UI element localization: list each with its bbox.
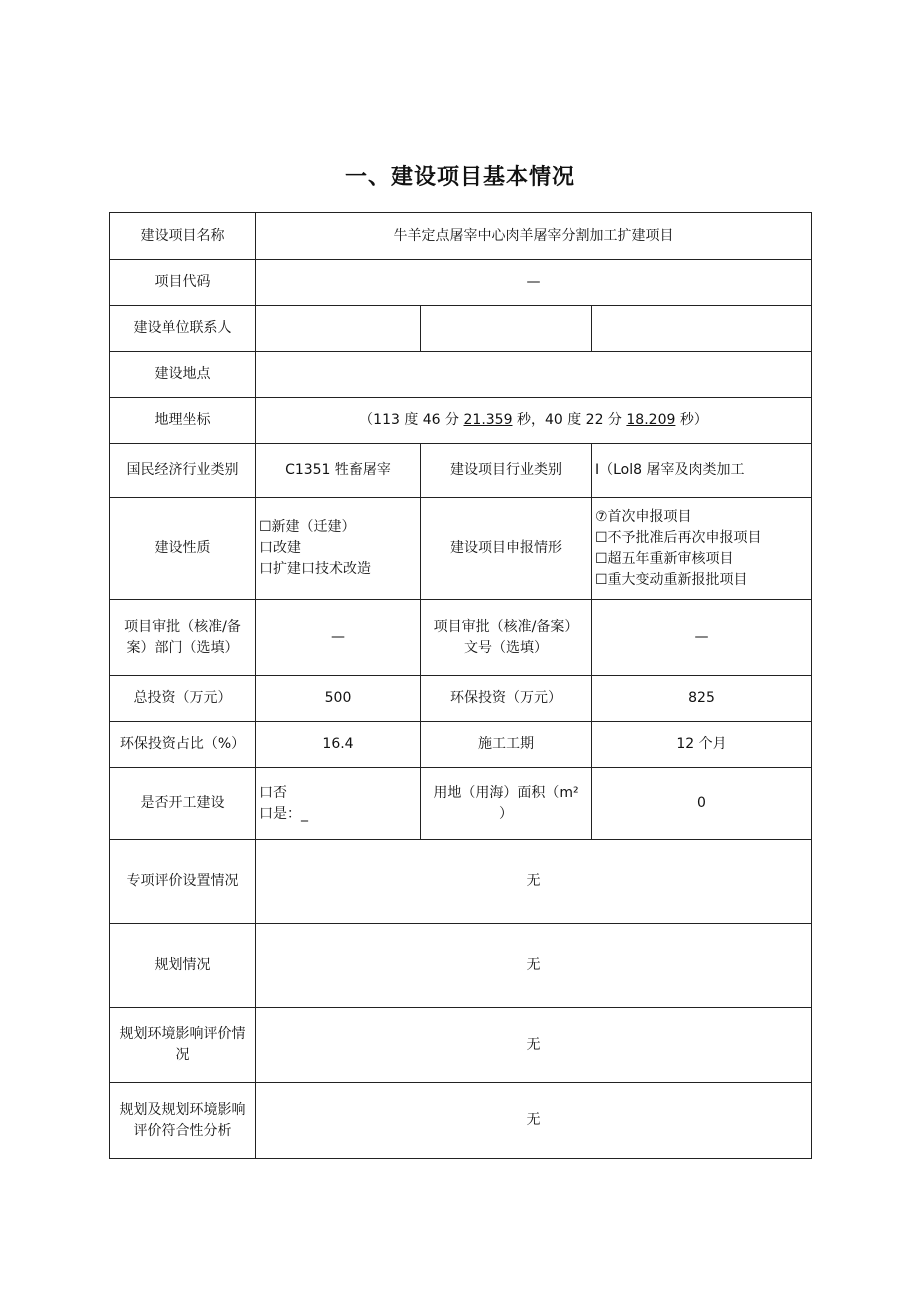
value-contact-phone-label	[421, 306, 592, 352]
label-planning-env-line1: 规划环境影响评价情	[119, 1026, 246, 1042]
row-planning-conformity	[110, 1083, 812, 1159]
label-planning-env	[110, 1008, 256, 1083]
label-project-industry: 建设项目行业类别	[421, 444, 592, 498]
project-info-table	[109, 212, 812, 1159]
value-project-code: —	[256, 260, 812, 306]
label-approval-number-line2: 文号（选填）	[464, 639, 548, 656]
row-project-name	[110, 213, 812, 260]
value-approval-department: —	[256, 600, 421, 676]
label-contact: 建设单位联系人	[110, 306, 256, 352]
value-special-eval: 无	[256, 840, 812, 924]
value-total-investment: 500	[256, 676, 421, 722]
options-construction-nature	[256, 498, 421, 600]
coord-mid: 秒，40 度 22 分	[512, 412, 627, 428]
checkbox-new-build[interactable]: ☐新建（迁建）	[259, 519, 356, 535]
checkbox-rebuild[interactable]: 口改建	[259, 540, 301, 556]
label-land-area-line2: ）	[499, 805, 513, 822]
label-started: 是否开工建设	[110, 768, 256, 840]
options-application-type	[592, 498, 812, 600]
label-planning: 规划情况	[110, 924, 256, 1008]
row-investment	[110, 676, 812, 722]
checkbox-reapply-after-rejection[interactable]: ☐不予批准后再次申报项目	[595, 529, 762, 546]
value-contact-name	[256, 306, 421, 352]
checkbox-not-started[interactable]: 口否	[259, 784, 287, 801]
label-planning-conformity-line1: 规划及规划环境影响	[119, 1101, 246, 1118]
value-national-industry: C1351 牲畜屠宰	[256, 444, 421, 498]
value-env-investment: 825	[592, 676, 812, 722]
coord-seconds-2: 18.209	[626, 412, 676, 428]
value-project-industry: I（Lol8 屠宰及肉类加工	[592, 444, 812, 498]
label-special-eval: 专项评价设置情况	[110, 840, 256, 924]
page-title: 一、建设项目基本情况	[344, 165, 575, 190]
label-national-industry: 国民经济行业类别	[110, 444, 256, 498]
value-planning-env: 无	[256, 1008, 812, 1083]
label-planning-env-line2: 况	[175, 1047, 190, 1063]
value-contact-phone	[592, 306, 812, 352]
row-approval	[110, 600, 812, 676]
row-planning-env	[110, 1008, 812, 1083]
label-land-area-line1: 用地（用海）面积（m²	[433, 784, 579, 801]
label-planning-conformity	[110, 1083, 256, 1159]
label-approval-department-line1: 项目审批（核准/备	[124, 618, 241, 635]
row-coordinates	[110, 398, 812, 444]
value-env-investment-ratio: 16.4	[256, 722, 421, 768]
label-planning-conformity-line2: 评价符合性分析	[133, 1122, 232, 1139]
label-coordinates: 地理坐标	[110, 398, 256, 444]
value-planning-conformity: 无	[256, 1083, 812, 1159]
label-land-area	[421, 768, 592, 840]
coord-suffix: 秒）	[675, 412, 708, 428]
coord-seconds-1: 21.359	[463, 412, 513, 428]
label-construction-nature: 建设性质	[110, 498, 256, 600]
row-nature	[110, 498, 812, 600]
label-project-name: 建设项目名称	[110, 213, 256, 260]
checkbox-expand-tech-upgrade[interactable]: 口扩建口技术改造	[259, 561, 371, 577]
value-construction-period: 12 个月	[592, 722, 812, 768]
label-location: 建设地点	[110, 352, 256, 398]
value-project-name: 牛羊定点屠宰中心肉羊屠宰分割加工扩建项目	[256, 213, 812, 260]
label-construction-period: 施工工期	[421, 722, 592, 768]
checkbox-first-application[interactable]: ⑦首次申报项目	[595, 508, 692, 525]
row-project-code	[110, 260, 812, 306]
label-approval-department	[110, 600, 256, 676]
value-location	[256, 352, 812, 398]
row-started	[110, 768, 812, 840]
label-env-investment-ratio: 环保投资占比（%）	[110, 722, 256, 768]
label-env-investment: 环保投资（万元）	[421, 676, 592, 722]
checkbox-started[interactable]: 口是：_	[259, 805, 308, 822]
row-special-eval	[110, 840, 812, 924]
row-ratio	[110, 722, 812, 768]
label-application-type: 建设项目申报情形	[421, 498, 592, 600]
options-started	[256, 768, 421, 840]
value-coordinates	[256, 398, 812, 444]
label-project-code: 项目代码	[110, 260, 256, 306]
label-approval-department-line2: 案）部门（选填）	[126, 639, 239, 656]
value-approval-number: —	[592, 600, 812, 676]
row-contact	[110, 306, 812, 352]
row-location	[110, 352, 812, 398]
row-planning	[110, 924, 812, 1008]
checkbox-major-change[interactable]: ☐重大变动重新报批项目	[595, 571, 748, 588]
label-approval-number	[421, 600, 592, 676]
value-land-area: 0	[592, 768, 812, 840]
label-approval-number-line1: 项目审批（核准/备案）	[433, 618, 579, 635]
row-industry	[110, 444, 812, 498]
label-total-investment: 总投资（万元）	[110, 676, 256, 722]
coord-prefix: （113 度 46 分	[359, 412, 464, 428]
value-planning: 无	[256, 924, 812, 1008]
checkbox-re-review-five-years[interactable]: ☐超五年重新审核项目	[595, 550, 734, 567]
